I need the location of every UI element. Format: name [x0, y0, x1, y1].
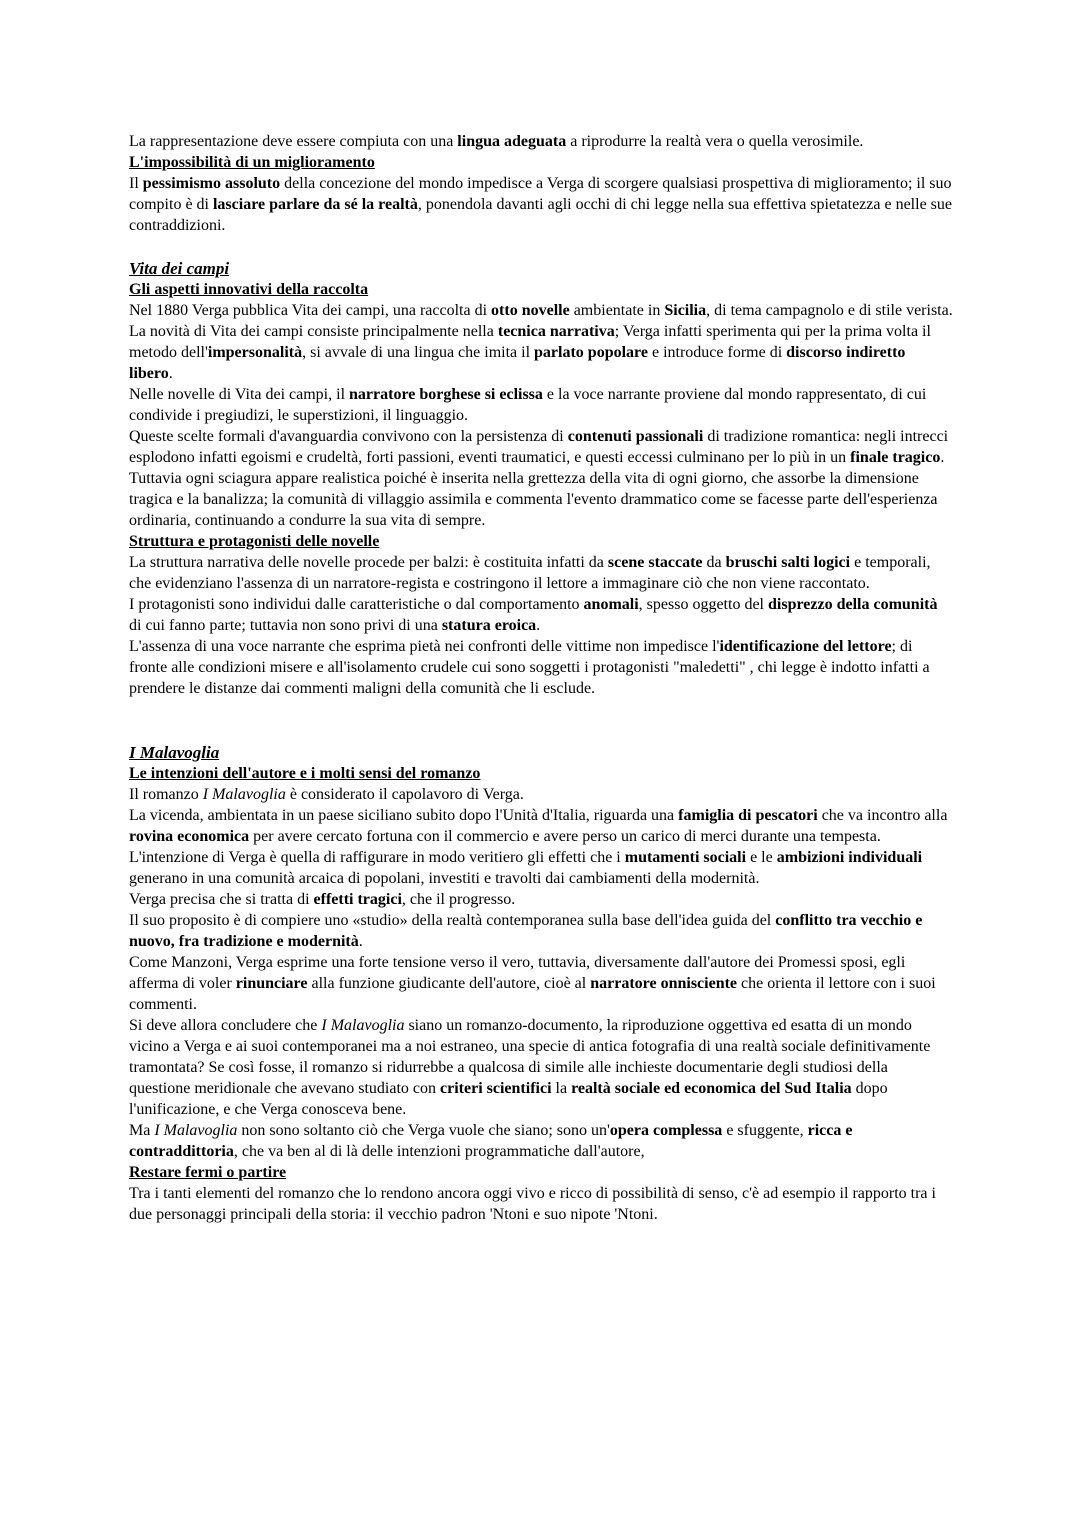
text-run: Tuttavia ogni sciagura appare realistica poiché è inserita nella grettezza della vita di ogni giorno, che assorbe la dimensione tragica e la banalizza; la comunità di villaggio assimila e commenta l'evento drammatico come se facesse parte dell'esperienza ordinaria, continuando a condurre la sua vita di sempre. [129, 470, 938, 529]
text-run: lingua adeguata [457, 133, 567, 150]
paragraph [129, 910, 953, 952]
text-run: Gli aspetti innovativi della raccolta [129, 281, 369, 298]
paragraph [129, 426, 953, 468]
paragraph [129, 173, 953, 236]
text-run: anomali [583, 596, 639, 613]
paragraph [129, 594, 953, 636]
text-run: scene staccate [607, 554, 703, 571]
text-run: Le intenzioni dell'autore e i molti sensi del romanzo [129, 765, 481, 782]
text-run: La vicenda, ambientata in un paese siciliano subito dopo l'Unità d'Italia, riguarda una [129, 807, 679, 824]
text-run: . [358, 933, 363, 950]
text-run: . [168, 365, 173, 382]
paragraph [129, 468, 953, 531]
text-run: realtà sociale ed economica del Sud Italia [571, 1080, 852, 1097]
text-run: siano un romanzo-documento, la riproduzione oggettiva ed esatta di un mondo vicino a Verga e ai suoi contemporanei ma a noi estraneo, una specie di antica fotografia di una realtà sociale definitivamente tramontata? Se così fosse, il romanzo si ridurrebbe a qualcosa di simile alle inchieste documentarie degli studiosi della questione meridionale che avevano studiato con [129, 1017, 931, 1097]
text-run: La rappresentazione deve essere compiuta con una [129, 133, 458, 150]
sub-heading [129, 763, 953, 784]
paragraph [129, 1120, 953, 1162]
text-run: famiglia di pescatori [678, 807, 818, 824]
text-run: è considerato il capolavoro di Verga. [285, 786, 524, 803]
text-run: La struttura narrativa delle novelle procede per balzi: è costituita infatti da [129, 554, 608, 571]
paragraph [129, 321, 953, 384]
sub-heading [129, 531, 953, 552]
text-run: rinunciare [235, 975, 308, 992]
text-run: di cui fanno parte; tuttavia non sono privi di una [129, 617, 442, 634]
spacer [129, 699, 953, 742]
text-run: otto novelle [491, 302, 570, 319]
text-run: Restare fermi o partire [129, 1164, 287, 1181]
text-run: , che va ben al di là delle intenzioni programmatiche dall'autore, [233, 1143, 645, 1160]
text-run: , si avvale di una lingua che imita il [302, 344, 535, 361]
text-run: L'assenza di una voce narrante che esprima pietà nei confronti delle vittime non impedisce l' [129, 638, 720, 655]
text-run: dopo l'unificazione, e che Verga conosceva bene. [129, 1080, 888, 1118]
text-run: e le [746, 849, 777, 866]
text-run: ; Verga infatti sperimenta qui per la prima volta il metodo dell' [129, 323, 931, 361]
text-run: ; di fronte alle condizioni misere e all'isolamento crudele cui sono soggetti i protagonisti "maledetti" , chi legge è indotto infatti a prendere le distanze dai commenti maligni della comunità che li esclude. [129, 638, 930, 697]
text-run: la [551, 1080, 572, 1097]
text-run: tecnica narrativa [497, 323, 615, 340]
text-run: che orienta il lettore con i suoi commenti. [129, 975, 936, 1013]
paragraph [129, 952, 953, 1015]
text-run: criteri scientifici [440, 1080, 552, 1097]
text-run: pessimismo assoluto [142, 175, 281, 192]
text-run: e sfuggente, [722, 1122, 808, 1139]
text-run: alla funzione giudicante dell'autore, cioè al [307, 975, 591, 992]
paragraph [129, 889, 953, 910]
text-run: Struttura e protagonisti delle novelle [129, 533, 380, 550]
text-run: I protagonisti sono individui dalle caratteristiche o dal comportamento [129, 596, 584, 613]
paragraph [129, 131, 953, 152]
text-run: a riprodurre la realtà vera o quella verosimile. [566, 133, 864, 150]
text-run: identificazione del lettore [719, 638, 892, 655]
text-run: . [536, 617, 541, 634]
text-run: Vita dei campi [129, 259, 230, 278]
text-run: da [702, 554, 726, 571]
text-run: Nel 1880 Verga pubblica Vita dei campi, una raccolta di [129, 302, 492, 319]
text-run: Ma [129, 1122, 155, 1139]
text-run: Tra i tanti elementi del romanzo che lo rendono ancora oggi vivo e ricco di possibilità di senso, c'è ad esempio il rapporto tra i due personaggi principali della storia: il vecchio padron 'Ntoni e suo nipote 'Ntoni. [129, 1185, 936, 1223]
text-run: e temporali, che evidenziano l'assenza di un narratore-regista e costringono il lettore a immaginare ciò che non viene raccontato. [129, 554, 931, 592]
paragraph [129, 784, 953, 805]
document-page [129, 131, 953, 1225]
text-run: . [940, 449, 945, 466]
text-run: ambientate in [569, 302, 665, 319]
text-run: impersonalità [207, 344, 303, 361]
text-run: e la voce narrante proviene dal mondo rappresentato, di cui condivide i pregiudizi, le superstizioni, il linguaggio. [129, 386, 927, 424]
text-run: Verga precisa che si tratta di [129, 891, 314, 908]
text-run: I Malavoglia [321, 1017, 405, 1034]
text-run: contenuti passionali [567, 428, 704, 445]
section-heading [129, 742, 953, 763]
text-run: lasciare parlare da sé la realtà [212, 196, 418, 213]
paragraph [129, 1015, 953, 1120]
paragraph [129, 847, 953, 889]
paragraph [129, 1183, 953, 1225]
sub-heading [129, 1162, 953, 1183]
paragraph [129, 384, 953, 426]
text-run: narratore borghese si eclissa [349, 386, 543, 403]
text-run: non sono soltanto ciò che Verga vuole che siano; sono un' [237, 1122, 610, 1139]
text-run: rovina economica [129, 828, 250, 845]
section-heading [129, 258, 953, 279]
text-run: , di tema campagnolo e di stile verista. [706, 302, 953, 319]
text-run: della concezione del mondo impedisce a Verga di scorgere qualsiasi prospettiva di miglioramento; il suo compito è di [129, 175, 952, 213]
text-run: parlato popolare [534, 344, 648, 361]
text-run: , spesso oggetto del [638, 596, 768, 613]
text-run: disprezzo della comunità [768, 596, 938, 613]
text-run: di tradizione romantica: negli intrecci esplodono infatti egoismi e crudeltà, forti passioni, eventi traumatici, e questi eccessi culminano per lo più in un [129, 428, 949, 466]
text-run: ricca e contraddittoria [129, 1122, 853, 1160]
text-run: , ponendola davanti agli occhi di chi legge nella sua effettiva spietatezza e nelle sue contraddizioni. [129, 196, 952, 234]
text-run: L'impossibilità di un miglioramento [129, 154, 375, 171]
text-run: I Malavoglia [202, 786, 286, 803]
text-run: Queste scelte formali d'avanguardia convivono con la persistenza di [129, 428, 568, 445]
text-run: e introduce forme di [647, 344, 787, 361]
text-run: opera complessa [609, 1122, 723, 1139]
text-run: statura eroica [441, 617, 537, 634]
text-run: finale tragico [850, 449, 941, 466]
text-run: I Malavoglia [129, 743, 220, 762]
text-run: discorso indiretto libero [129, 344, 906, 382]
text-run: Sicilia [664, 302, 707, 319]
text-run: bruschi salti logici [725, 554, 851, 571]
text-run: ambizioni individuali [776, 849, 923, 866]
paragraph [129, 552, 953, 594]
text-run: che va incontro alla [817, 807, 948, 824]
text-run: Il [129, 175, 143, 192]
text-run: narratore onnisciente [590, 975, 738, 992]
text-run: Il suo proposito è di compiere uno «studio» della realtà contemporanea sulla base dell'idea guida del [129, 912, 776, 929]
sub-heading [129, 152, 953, 173]
text-run: effetti tragici [313, 891, 402, 908]
paragraph [129, 300, 953, 321]
paragraph [129, 636, 953, 699]
text-run: Nelle novelle di Vita dei campi, il [129, 386, 350, 403]
paragraph [129, 805, 953, 847]
spacer [129, 236, 953, 258]
text-run: generano in una comunità arcaica di popolani, investiti e travolti dai cambiamenti della modernità. [129, 870, 760, 887]
text-run: mutamenti sociali [624, 849, 747, 866]
text-run: La novità di Vita dei campi consiste principalmente nella [129, 323, 498, 340]
text-run: conflitto tra vecchio e nuovo, fra tradizione e modernità [129, 912, 923, 950]
text-run: Come Manzoni, Verga esprime una forte tensione verso il vero, tuttavia, diversamente dall'autore dei Promessi sposi, egli afferma di voler [129, 954, 906, 992]
text-run: L'intenzione di Verga è quella di raffigurare in modo veritiero gli effetti che i [129, 849, 625, 866]
text-run: Si deve allora concludere che [129, 1017, 322, 1034]
text-run: , che il progresso. [401, 891, 516, 908]
text-run: Il romanzo [129, 786, 203, 803]
sub-heading [129, 279, 953, 300]
text-run: I Malavoglia [154, 1122, 238, 1139]
text-run: per avere cercato fortuna con il commercio e avere perso un carico di merci durante una tempesta. [249, 828, 881, 845]
